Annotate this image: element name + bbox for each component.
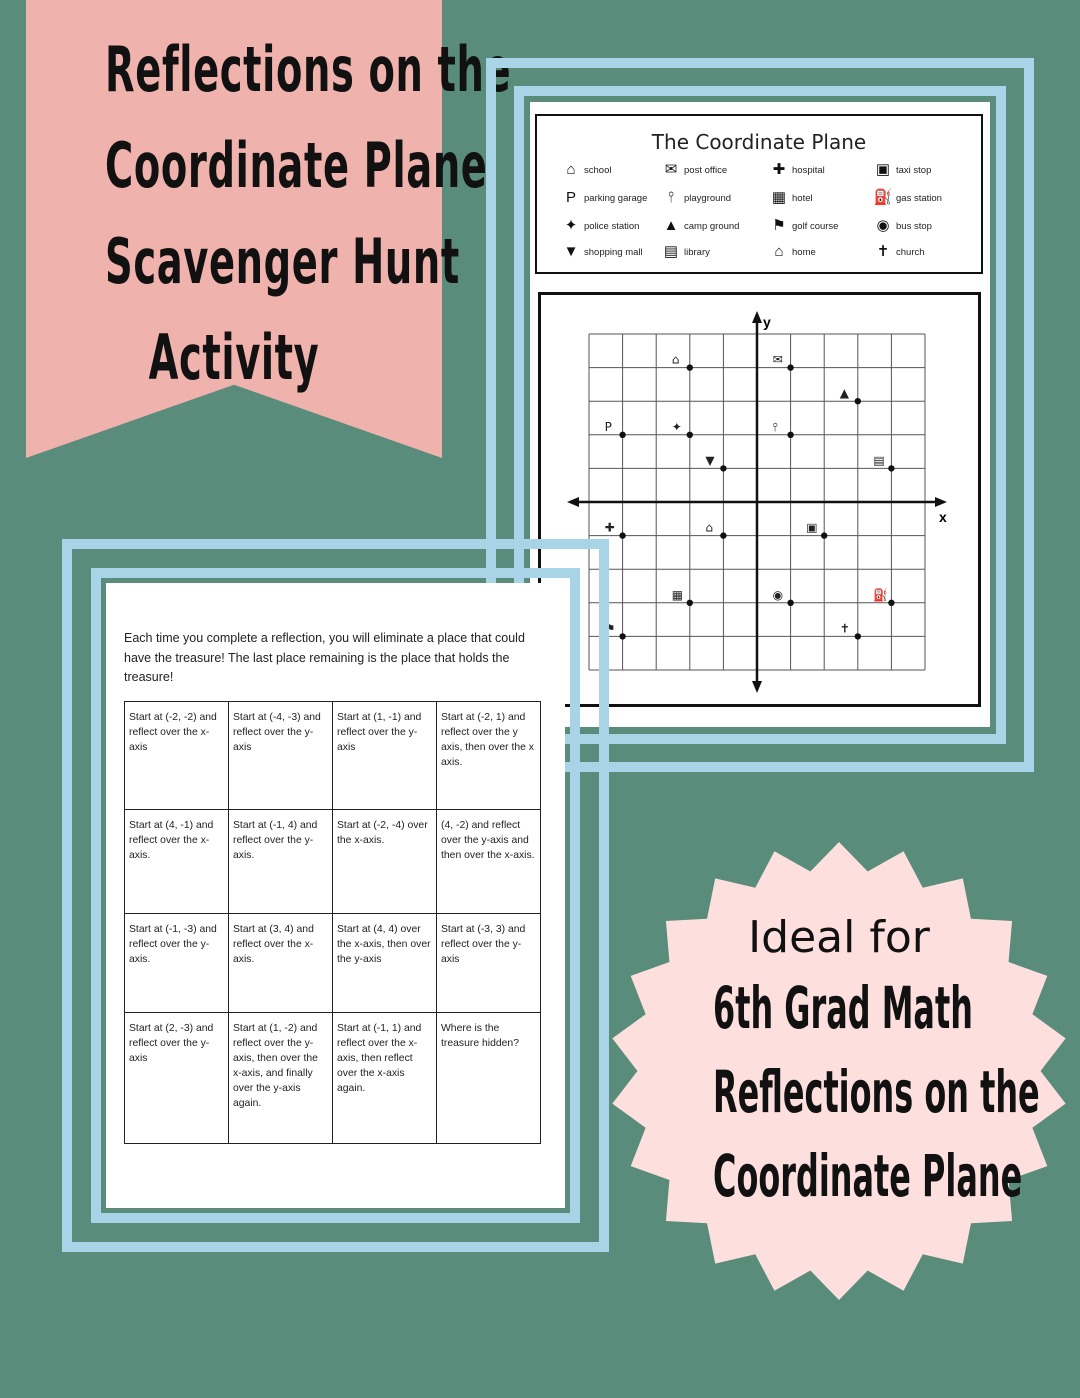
graph-point — [619, 633, 625, 639]
legend-item — [561, 216, 639, 236]
legend-label: post office — [684, 164, 728, 176]
graph-point — [687, 364, 693, 370]
playground-icon: ⫯ — [772, 419, 778, 434]
legend-label: playground — [684, 192, 732, 204]
banner-line-3: Scavenger Hunt — [105, 225, 460, 298]
intro-text: Each time you complete a reflection, you will eliminate a place that could have the treasure! The last place remaining is the place that holds the treasure! — [124, 631, 525, 684]
graph-point — [687, 600, 693, 606]
legend-item — [561, 160, 611, 180]
legend-item — [661, 216, 739, 236]
post-office-icon: ✉ — [772, 352, 783, 367]
badge-line-1: 6th Grad Math — [713, 974, 973, 1042]
bus-stop-icon: ◉ — [876, 217, 890, 234]
gas-station-icon: ⛽ — [873, 587, 889, 602]
taxi-icon: ▣ — [875, 161, 891, 178]
hotel-icon: ▦ — [671, 587, 684, 602]
home-icon: ⌂ — [705, 520, 714, 535]
legend-label: home — [792, 246, 816, 258]
legend-item — [769, 188, 813, 208]
hotel-icon: ▦ — [771, 189, 787, 206]
task-cell: Start at (3, 4) and reflect over the x-axis. — [229, 914, 333, 1013]
task-cell: Start at (2, -3) and reflect over the y-axis — [125, 1013, 229, 1144]
graph-point — [619, 532, 625, 538]
task-cell: Start at (1, -1) and reflect over the y-axis — [333, 702, 437, 810]
hospital-icon: ✚ — [772, 161, 786, 178]
graph-point — [619, 432, 625, 438]
police-icon: ✦ — [671, 419, 682, 434]
graph-point — [888, 600, 894, 606]
parking-icon: P — [604, 419, 612, 434]
legend-box — [535, 114, 983, 274]
church-icon: ✝ — [876, 243, 890, 260]
golf-icon: ⚑ — [604, 621, 616, 636]
task-cell: Start at (4, -1) and reflect over the x-axis. — [125, 810, 229, 914]
graph-point — [720, 465, 726, 471]
task-cell: Start at (-1, 1) and reflect over the x-axis, then reflect over the x-axis again. — [333, 1013, 437, 1144]
graph-point — [787, 364, 793, 370]
badge-line-2: Reflections on the — [713, 1058, 1040, 1126]
task-cell: Start at (-1, -3) and reflect over the y-axis. — [125, 914, 229, 1013]
x-axis-label: x — [939, 509, 947, 525]
legend-item — [769, 216, 838, 236]
task-cell: Start at (-3, 3) and reflect over the y-axis — [437, 914, 541, 1013]
banner-line-1: Reflections on the — [105, 33, 512, 106]
legend-label: camp ground — [684, 220, 740, 232]
legend-label: golf course — [792, 220, 839, 232]
y-axis-arrow-down — [752, 681, 762, 693]
task-cell: Where is the treasure hidden? — [437, 1013, 541, 1144]
hospital-icon: ✚ — [604, 520, 615, 535]
graph-point — [787, 600, 793, 606]
task-cell: Start at (-2, -4) over the x-axis. — [333, 810, 437, 914]
golf-icon: ⚑ — [772, 217, 786, 234]
task-table — [124, 701, 541, 1144]
police-icon: ✦ — [564, 217, 578, 234]
legend-label: police station — [584, 220, 640, 232]
legend-label: bus stop — [896, 220, 932, 232]
taxi-icon: ▣ — [806, 520, 818, 535]
graph-point — [720, 532, 726, 538]
legend-label: hotel — [792, 192, 813, 204]
legend-item — [769, 242, 816, 262]
legend-item — [873, 160, 931, 180]
x-axis-arrow-right — [935, 497, 947, 507]
task-cell: (4, -2) and reflect over the y-axis and then over the x-axis. — [437, 810, 541, 914]
parking-icon: P — [565, 189, 576, 206]
banner-title — [105, 22, 512, 406]
cart-icon: ▼ — [705, 453, 715, 468]
task-cell: Start at (-4, -3) and reflect over the y-axis — [229, 702, 333, 810]
legend-label: gas station — [896, 192, 942, 204]
legend-item — [661, 242, 710, 262]
legend-item — [769, 160, 825, 180]
badge-text — [610, 910, 1068, 1218]
legend-label: church — [896, 246, 925, 258]
legend-label: library — [684, 246, 710, 258]
legend-title: The Coordinate Plane — [651, 130, 867, 154]
task-cell: Start at (1, -2) and reflect over the y-axis, then over the x-axis, and finally over the y-axis again. — [229, 1013, 333, 1144]
legend-item — [873, 242, 925, 262]
tent-icon: ▲ — [839, 386, 850, 401]
graph-point — [787, 432, 793, 438]
legend-label: taxi stop — [896, 164, 932, 176]
school-icon: ⌂ — [566, 161, 576, 178]
legend-label: shopping mall — [584, 246, 643, 258]
task-cell: Start at (-2, 1) and reflect over the y axis, then over the x axis. — [437, 702, 541, 810]
graph-point — [888, 465, 894, 471]
gas-station-icon: ⛽ — [873, 189, 893, 206]
legend-item — [873, 188, 942, 208]
banner-line-2: Coordinate Plane — [105, 129, 488, 202]
legend-label: hospital — [792, 164, 825, 176]
task-sheet — [106, 583, 565, 1208]
task-cell: Start at (-2, -2) and reflect over the x-axis — [125, 702, 229, 810]
church-icon: ✝ — [839, 621, 850, 636]
tent-icon: ▲ — [663, 217, 679, 234]
badge-line-3: Coordinate Plane — [713, 1142, 1023, 1210]
school-icon: ⌂ — [671, 352, 680, 367]
legend-item — [661, 160, 727, 180]
post-office-icon: ✉ — [664, 161, 678, 178]
library-icon: ▤ — [663, 243, 679, 260]
graph-point — [855, 398, 861, 404]
legend-label: school — [584, 164, 612, 176]
banner-line-4: Activity — [148, 321, 320, 394]
graph-point — [821, 532, 827, 538]
legend-label: parking garage — [584, 192, 648, 204]
cart-icon: ▼ — [563, 243, 579, 260]
graph-point — [855, 633, 861, 639]
library-icon: ▤ — [873, 453, 885, 468]
legend-item — [561, 188, 647, 208]
playground-icon: ⫯ — [667, 189, 675, 206]
badge-ideal: Ideal for — [748, 912, 930, 963]
task-cell: Start at (4, 4) over the x-axis, then over the y-axis — [333, 914, 437, 1013]
x-axis-arrow-left — [567, 497, 579, 507]
bus-stop-icon: ◉ — [772, 587, 784, 602]
legend-item — [661, 188, 731, 208]
legend-item — [873, 216, 932, 236]
legend-item — [561, 242, 643, 262]
y-axis-label: y — [763, 314, 771, 330]
y-axis-arrow-up — [752, 311, 762, 323]
graph-point — [687, 432, 693, 438]
home-icon: ⌂ — [774, 243, 784, 260]
task-cell: Start at (-1, 4) and reflect over the y-axis. — [229, 810, 333, 914]
